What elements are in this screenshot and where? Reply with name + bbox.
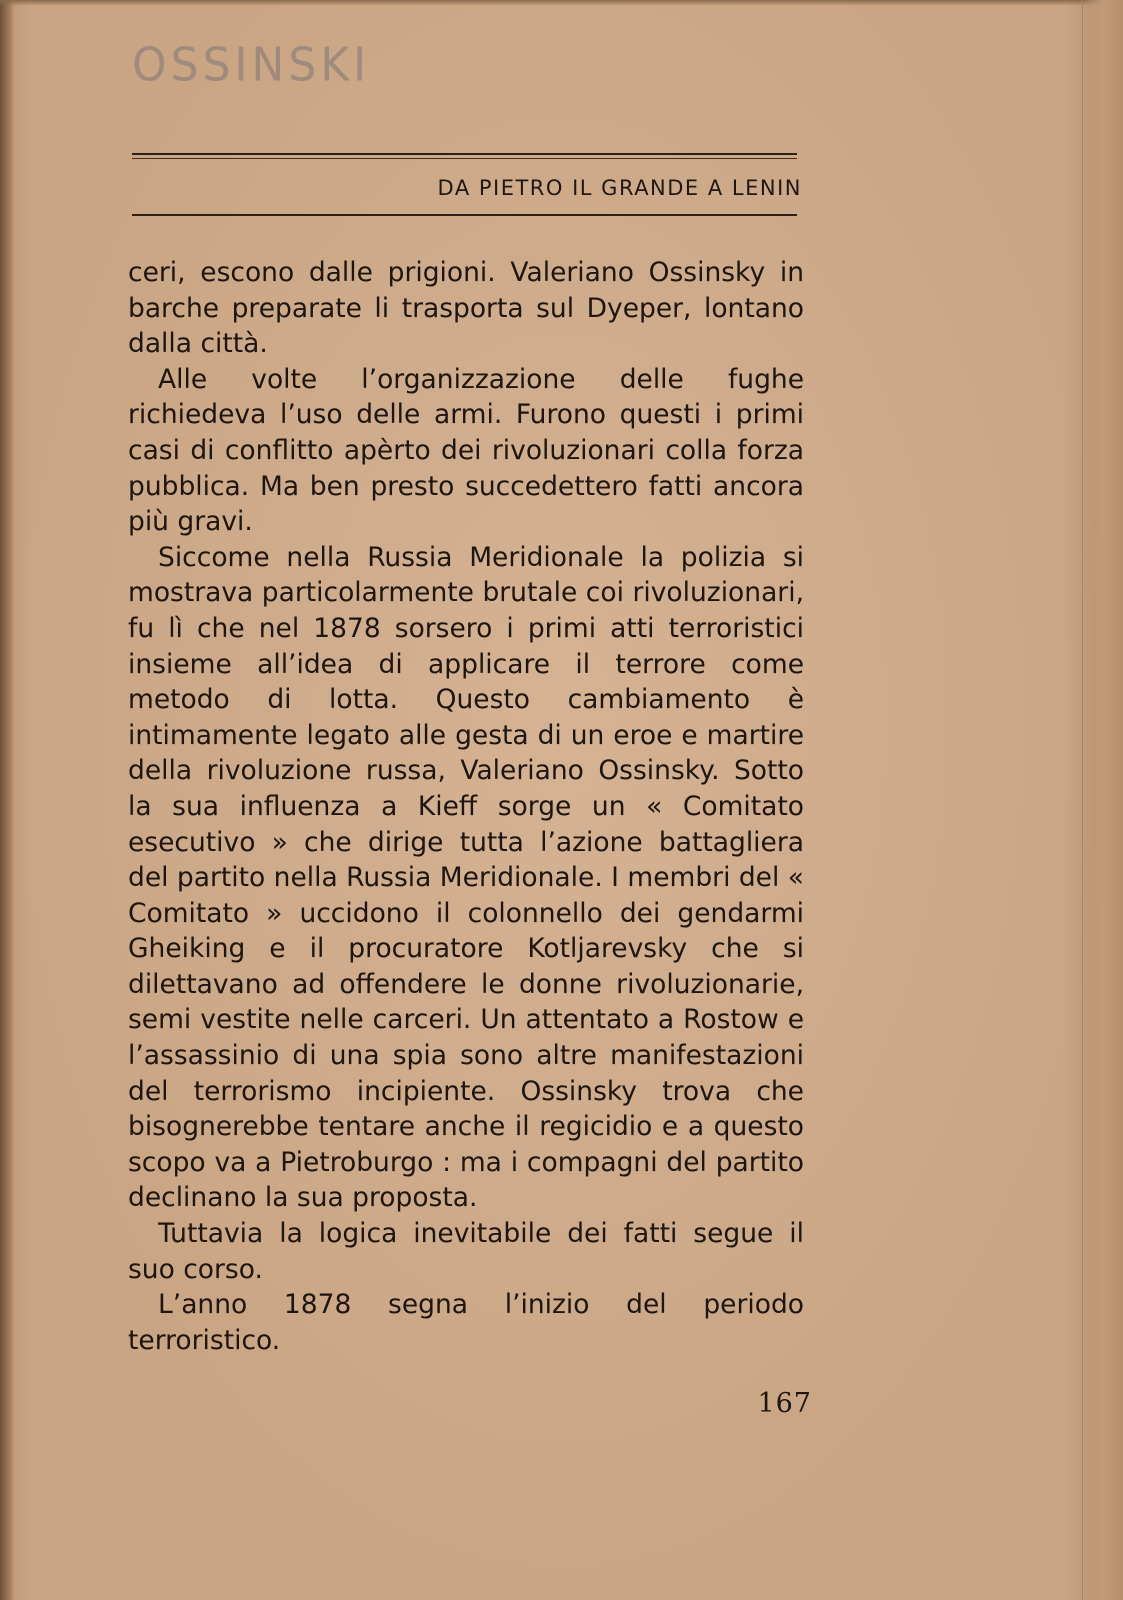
paragraph: ceri, escono dalle prigioni. Valeriano Ossinsky in barche preparate li trasporta sul Dyeper, lontano dalla città. [128,257,804,360]
page-left-edge [0,0,14,1600]
paragraph: Tuttavia la logica inevitabile dei fatti segue il suo corso. [128,1218,804,1285]
handwritten-annotation: OSSINSKI [132,38,371,93]
page-top-edge [0,0,1123,6]
header-rule-top [132,153,797,155]
paragraph: L’anno 1878 segna l’inizio del periodo terroristico. [128,1289,804,1356]
page-right-edge [1082,0,1123,1600]
header-rule-bottom [132,214,797,216]
page-number: 167 [757,1388,812,1419]
header-rule-top-thin [132,158,797,159]
running-head: DA PIETRO IL GRANDE A LENIN [437,176,802,200]
paragraph: Alle volte l’organizzazione delle fughe richiedeva l’uso delle armi. Furono questi i primi casi di conflitto apèrto dei rivoluzionari colla forza pubblica. Ma ben presto succedettero fatti ancora più gravi. [128,363,804,538]
body-text [128,255,804,1358]
paragraph: Siccome nella Russia Meridionale la polizia si mostrava particolarmente brutale coi rivoluzionari, fu lì che nel 1878 sorsero i primi atti terroristici insieme all’idea di applicare il terrore come metodo di lotta. Questo cambiamento è intimamente legato alle gesta di un eroe e martire della rivoluzione russa, Valeriano Ossinsky. Sotto la sua influenza a Kieff sorge un « Comitato esecutivo » che dirige tutta l’azione battagliera del partito nella Russia Meridionale. I membri del « Comitato » uccidono il colonnello dei gendarmi Gheiking e il procuratore Kotljarevsky che si dilettavano ad offendere le donne rivoluzionarie, semi vestite nelle carceri. Un attentato a Rostow e l’assassinio di una spia sono altre manifestazioni del terrorismo incipiente. Ossinsky trova che bisognerebbe tentare anche il regicidio e a questo scopo va a Pietroburgo : ma i compagni del partito declinano la sua proposta. [128,541,804,1214]
